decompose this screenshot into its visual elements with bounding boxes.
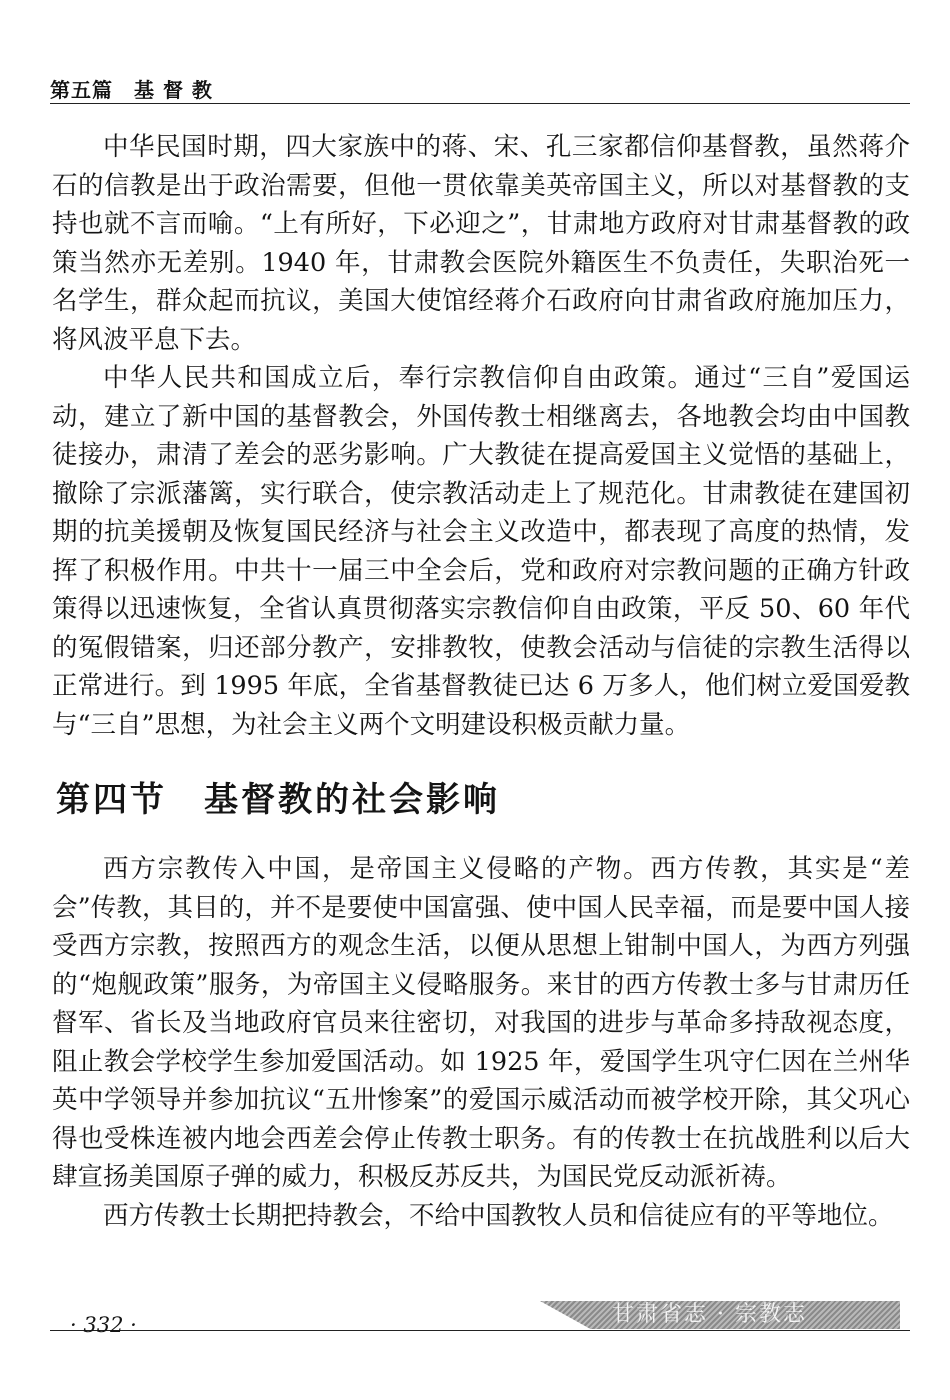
section-2-body [52, 850, 910, 1235]
section-heading: 第四节 基督教的社会影响 [56, 780, 500, 820]
paragraph: 中华民国时期，四大家族中的蒋、宋、孔三家都信仰基督教，虽然蒋介石的信教是出于政治需要，但他一贯依靠美英帝国主义，所以对基督教的支持也就不言而喻。“上有所好，下必迎之”，甘肃地方政府对甘肃基督教的政策当然亦无差别。1940 年，甘肃教会医院外籍医生不负责任，失职治死一名学生，群众起而抗议，美国大使馆经蒋介石政府向甘肃省政府施加压力，将风波平息下去。 [52, 132, 910, 355]
paragraph: 西方宗教传入中国，是帝国主义侵略的产物。西方传教，其实是“差会”传教，其目的，并不是要使中国富强、使中国人民幸福，而是要中国人接受西方宗教，按照西方的观念生活，以便从思想上钳制中国人，为西方列强的“炮舰政策”服务，为帝国主义侵略服务。来甘的西方传教士多与甘肃历任督军、省长及当地政府官员来往密切，对我国的进步与革命多持敌视态度，阻止教会学校学生参加爱国活动。如 1925 年，爱国学生巩守仁因在兰州华英中学领导并参加抗议“五卅惨案”的爱国示威活动而被学校开除，其父巩心得也受株连被内地会西差会停止传教士职务。有的传教士在抗战胜利以后大肆宣扬美国原子弹的威力，积极反苏反共，为国民党反动派祈祷。 [52, 854, 910, 1192]
page-number: · 332 · [70, 1313, 137, 1337]
paragraph: 中华人民共和国成立后，奉行宗教信仰自由政策。通过“三自”爱国运动，建立了新中国的基督教会，外国传教士相继离去，各地教会均由中国教徒接办，肃清了差会的恶劣影响。广大教徒在提高爱国主义觉悟的基础上，撤除了宗派藩篱，实行联合，使宗教活动走上了规范化。甘肃教徒在建国初期的抗美援朝及恢复国民经济与社会主义改造中，都表现了高度的热情，发挥了积极作用。中共十一届三中全会后，党和政府对宗教问题的正确方针政策得以迅速恢复，全省认真贯彻落实宗教信仰自由政策，平反 50、60 年代的冤假错案，归还部分教产，安排教牧，使教会活动与信徒的宗教生活得以正常进行。到 1995 年底，全省基督教徒已达 6 万多人，他们树立爱国爱教与“三自”思想，为社会主义两个文明建设积极贡献力量。 [52, 363, 910, 740]
footer-rule [50, 1330, 910, 1331]
section-1-body [52, 128, 910, 744]
footer-book-title: 甘肃省志 · 宗教志 [612, 1302, 807, 1327]
paragraph: 西方传教士长期把持教会，不给中国教牧人员和信徒应有的平等地位。 [103, 1200, 894, 1231]
header-rule [50, 103, 910, 104]
running-header: 第五篇 基 督 教 [50, 78, 213, 102]
